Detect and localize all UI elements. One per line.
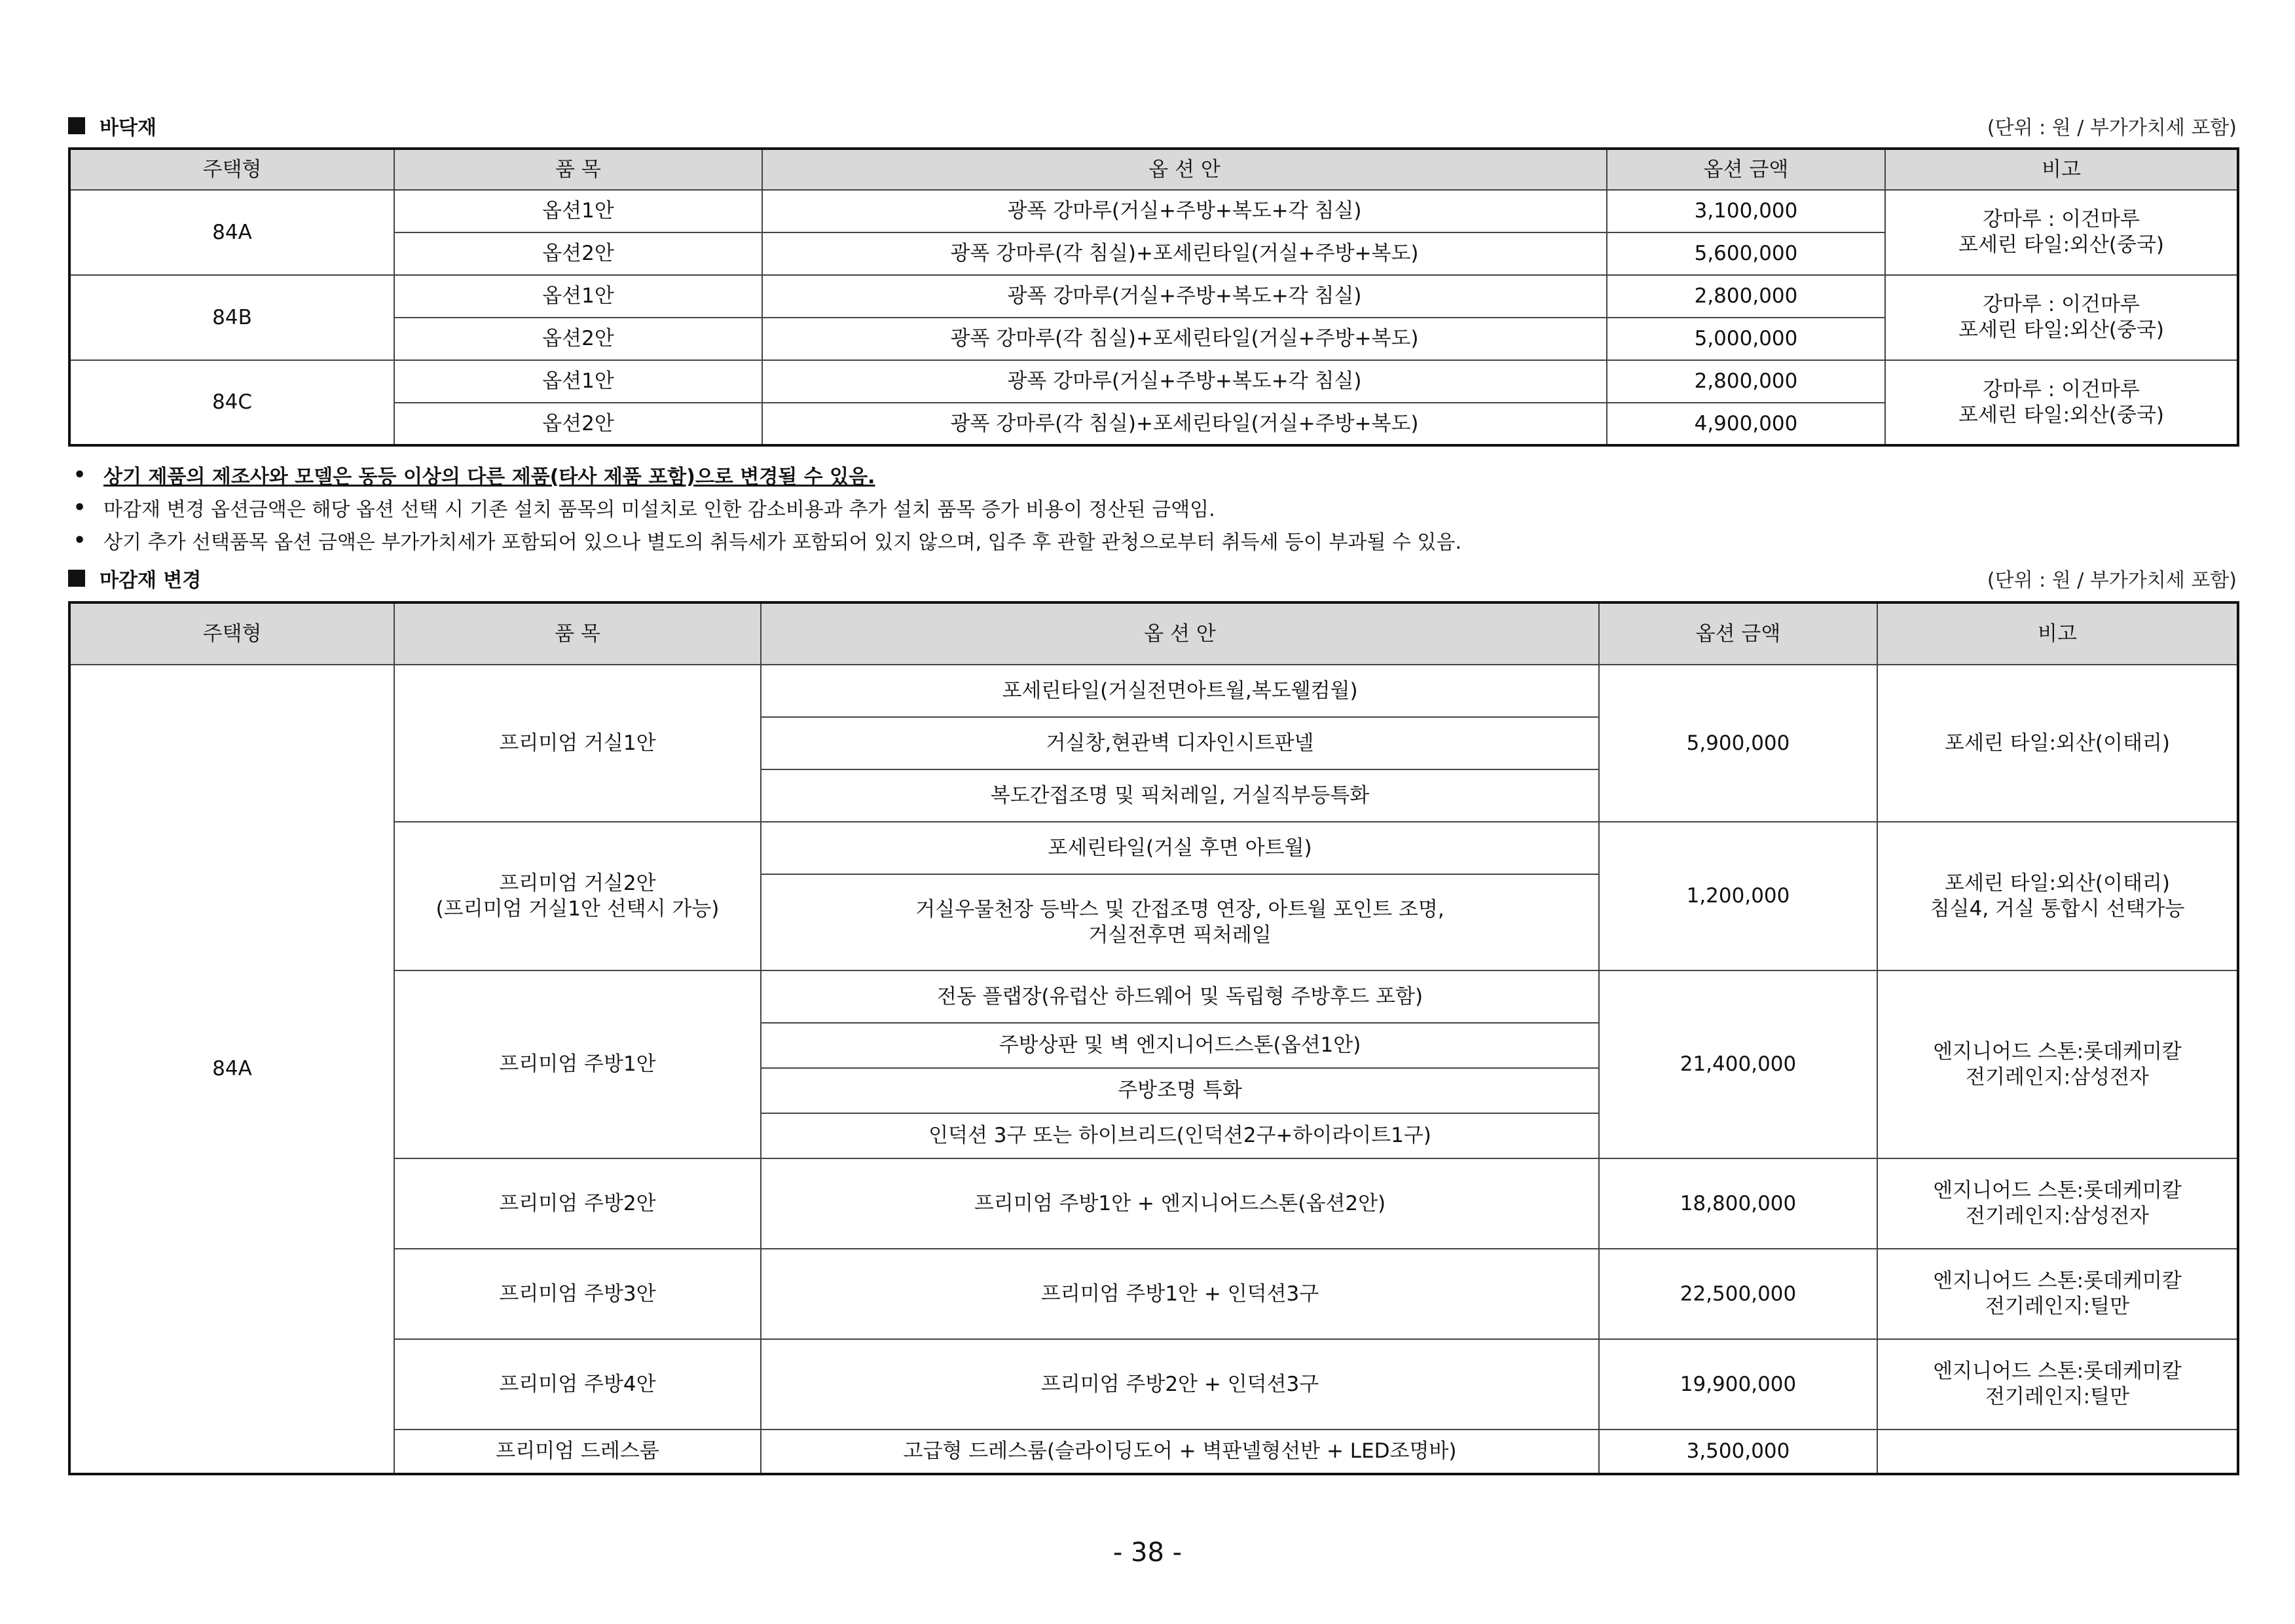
price-cell: 5,600,000 <box>1607 232 1885 275</box>
price-cell: 3,500,000 <box>1599 1430 1877 1474</box>
note-cell <box>1885 360 2238 445</box>
note-cell <box>1877 822 2238 970</box>
table-row <box>69 190 2238 232</box>
note-line: 포세린 타일:외산(중국) <box>1958 318 2164 342</box>
item-cell: 옵션1안 <box>394 190 762 232</box>
note-line: 강마루 : 이건마루 <box>1983 208 2140 232</box>
note-cell <box>1877 1339 2238 1430</box>
option-cell: 광폭 강마루(거실+주방+복도+각 침실) <box>762 360 1607 403</box>
square-bullet-icon <box>68 570 85 587</box>
note-line: 포세린 타일:외산(이태리) <box>1945 731 2170 755</box>
note-cell <box>1885 190 2238 275</box>
note-line: 전기레인지:삼성전자 <box>1966 1204 2149 1228</box>
house-type-cell: 84C <box>69 360 394 445</box>
item-cell <box>394 665 761 822</box>
table-row <box>69 665 2238 717</box>
note-line: 전기레인지:삼성전자 <box>1966 1065 2149 1089</box>
price-cell: 22,500,000 <box>1599 1249 1877 1339</box>
option-line: 거실전후면 픽처레일 <box>1088 923 1272 947</box>
bullet-icon: • <box>73 528 86 552</box>
finish-unit-note: (단위 : 원 / 부가가치세 포함) <box>1987 569 2237 592</box>
notes-list <box>73 458 2228 557</box>
floor-header-row <box>69 149 2238 190</box>
price-cell: 21,400,000 <box>1599 970 1877 1158</box>
note-line: 포세린 타일:외산(이태리) <box>1945 871 2170 895</box>
note-item <box>73 524 2228 557</box>
price-cell: 2,800,000 <box>1607 275 1885 318</box>
page-number: - 38 - <box>1112 1538 1183 1568</box>
item-cell: 프리미엄 주방3안 <box>394 1249 761 1339</box>
price-cell: 3,100,000 <box>1607 190 1885 232</box>
finish-option-table <box>68 601 2239 1475</box>
house-type-cell: 84A <box>69 190 394 275</box>
option-cell: 프리미엄 주방1안 + 엔지니어드스톤(옵션2안) <box>761 1158 1599 1249</box>
header-item: 품 목 <box>394 149 762 190</box>
price-cell: 5,900,000 <box>1599 665 1877 822</box>
item-cell: 옵션2안 <box>394 232 762 275</box>
house-type-cell: 84A <box>69 665 394 1474</box>
option-cell: 광폭 강마루(각 침실)+포세린타일(거실+주방+복도) <box>762 318 1607 360</box>
option-cell: 거실창,현관벽 디자인시트판넬 <box>761 717 1599 769</box>
finish-header-row <box>69 602 2238 665</box>
header-house-type: 주택형 <box>69 149 394 190</box>
table-row <box>69 360 2238 403</box>
floor-section-title <box>68 111 156 140</box>
note-text: 마감재 변경 옵션금액은 해당 옵션 선택 시 기존 설치 품목의 미설치로 인한 감소비용과 추가 설치 품목 증가 비용이 정산된 금액임. <box>103 498 1215 521</box>
option-cell: 광폭 강마루(각 침실)+포세린타일(거실+주방+복도) <box>762 232 1607 275</box>
square-bullet-icon <box>68 117 85 134</box>
item-cell: 옵션1안 <box>394 275 762 318</box>
table-row <box>69 822 2238 874</box>
item-name-line: 프리미엄 주방1안 <box>499 1052 656 1077</box>
header-note: 비고 <box>1877 602 2238 665</box>
header-note: 비고 <box>1885 149 2238 190</box>
option-cell: 광폭 강마루(거실+주방+복도+각 침실) <box>762 275 1607 318</box>
price-cell: 19,900,000 <box>1599 1339 1877 1430</box>
option-cell: 주방상판 및 벽 엔지니어드스톤(옵션1안) <box>761 1023 1599 1068</box>
note-line: 엔지니어드 스톤:롯데케미칼 <box>1933 1179 2182 1203</box>
item-name-line: 프리미엄 거실1안 <box>499 731 656 755</box>
price-cell: 18,800,000 <box>1599 1158 1877 1249</box>
house-type-cell: 84B <box>69 275 394 360</box>
item-name-line: 프리미엄 거실2안 <box>499 871 656 895</box>
note-line: 엔지니어드 스톤:롯데케미칼 <box>1933 1359 2182 1384</box>
header-item: 품 목 <box>394 602 761 665</box>
header-price: 옵션 금액 <box>1607 149 1885 190</box>
note-cell <box>1877 665 2238 822</box>
item-cell <box>394 970 761 1158</box>
note-cell <box>1877 1158 2238 1249</box>
note-line: 엔지니어드 스톤:롯데케미칼 <box>1933 1269 2182 1293</box>
note-cell <box>1877 1249 2238 1339</box>
item-cell <box>394 822 761 970</box>
note-line: 엔지니어드 스톤:롯데케미칼 <box>1933 1039 2182 1063</box>
header-option: 옵 션 안 <box>762 149 1607 190</box>
note-cell <box>1877 1430 2238 1474</box>
note-line: 전기레인지:틸만 <box>1985 1385 2130 1409</box>
note-item <box>73 491 2228 524</box>
item-cell: 옵션1안 <box>394 360 762 403</box>
table-row <box>69 970 2238 1023</box>
option-cell: 포세린타일(거실 후면 아트월) <box>761 822 1599 874</box>
option-cell: 프리미엄 주방2안 + 인덕션3구 <box>761 1339 1599 1430</box>
option-cell: 고급형 드레스룸(슬라이딩도어 + 벽판넬형선반 + LED조명바) <box>761 1430 1599 1474</box>
header-option: 옵 션 안 <box>761 602 1599 665</box>
option-cell: 주방조명 특화 <box>761 1068 1599 1113</box>
option-cell: 광폭 강마루(각 침실)+포세린타일(거실+주방+복도) <box>762 403 1607 445</box>
option-line: 거실우물천장 등박스 및 간접조명 연장, 아트월 포인트 조명, <box>915 897 1444 921</box>
option-cell: 프리미엄 주방1안 + 인덕션3구 <box>761 1249 1599 1339</box>
item-cell: 프리미엄 주방2안 <box>394 1158 761 1249</box>
header-price: 옵션 금액 <box>1599 602 1877 665</box>
option-cell <box>761 874 1599 970</box>
finish-section-title <box>68 564 201 593</box>
note-line: 침실4, 거실 통합시 선택가능 <box>1930 896 2185 921</box>
price-cell: 1,200,000 <box>1599 822 1877 970</box>
finish-title-text: 마감재 변경 <box>100 569 202 592</box>
option-cell: 인덕션 3구 또는 하이브리드(인덕션2구+하이라이트1구) <box>761 1113 1599 1158</box>
item-cell: 프리미엄 주방4안 <box>394 1339 761 1430</box>
item-cell: 옵션2안 <box>394 403 762 445</box>
price-cell: 4,900,000 <box>1607 403 1885 445</box>
price-cell: 2,800,000 <box>1607 360 1885 403</box>
floor-section-header <box>68 109 2237 142</box>
bullet-icon: • <box>73 496 86 519</box>
table-row <box>69 1339 2238 1430</box>
note-cell <box>1885 275 2238 360</box>
note-line: 포세린 타일:외산(중국) <box>1958 403 2164 427</box>
bullet-icon: • <box>73 463 86 487</box>
note-text: 상기 제품의 제조사와 모델은 동등 이상의 다른 제품(타사 제품 포함)으로 변경될 수 있음. <box>103 466 875 489</box>
option-cell: 전동 플랩장(유럽산 하드웨어 및 독립형 주방후드 포함) <box>761 970 1599 1023</box>
option-cell: 포세린타일(거실전면아트월,복도웰컴월) <box>761 665 1599 717</box>
note-line: 포세린 타일:외산(중국) <box>1958 233 2164 257</box>
floor-title-text: 바닥재 <box>100 117 156 139</box>
note-cell <box>1877 970 2238 1158</box>
table-row <box>69 1430 2238 1474</box>
note-text: 상기 추가 선택품목 옵션 금액은 부가가치세가 포함되어 있으나 별도의 취득세가 포함되어 있지 않으며, 입주 후 관할 관청으로부터 취득세 등이 부과될 수 있음. <box>103 531 1462 554</box>
item-name-line: (프리미엄 거실1안 선택시 가능) <box>435 896 720 921</box>
item-cell: 옵션2안 <box>394 318 762 360</box>
floor-unit-note: (단위 : 원 / 부가가치세 포함) <box>1987 117 2237 139</box>
note-line: 강마루 : 이건마루 <box>1983 293 2140 317</box>
option-cell: 광폭 강마루(거실+주방+복도+각 침실) <box>762 190 1607 232</box>
header-house-type: 주택형 <box>69 602 394 665</box>
note-line: 전기레인지:틸만 <box>1985 1295 2130 1318</box>
note-line: 강마루 : 이건마루 <box>1983 377 2140 401</box>
note-item <box>73 458 2228 491</box>
option-cell: 복도간접조명 및 픽처레일, 거실직부등특화 <box>761 769 1599 822</box>
item-cell: 프리미엄 드레스룸 <box>394 1430 761 1474</box>
floor-option-table <box>68 147 2239 447</box>
price-cell: 5,000,000 <box>1607 318 1885 360</box>
table-row <box>69 275 2238 318</box>
finish-section-header <box>68 562 2237 595</box>
table-row <box>69 1249 2238 1339</box>
table-row <box>69 1158 2238 1249</box>
